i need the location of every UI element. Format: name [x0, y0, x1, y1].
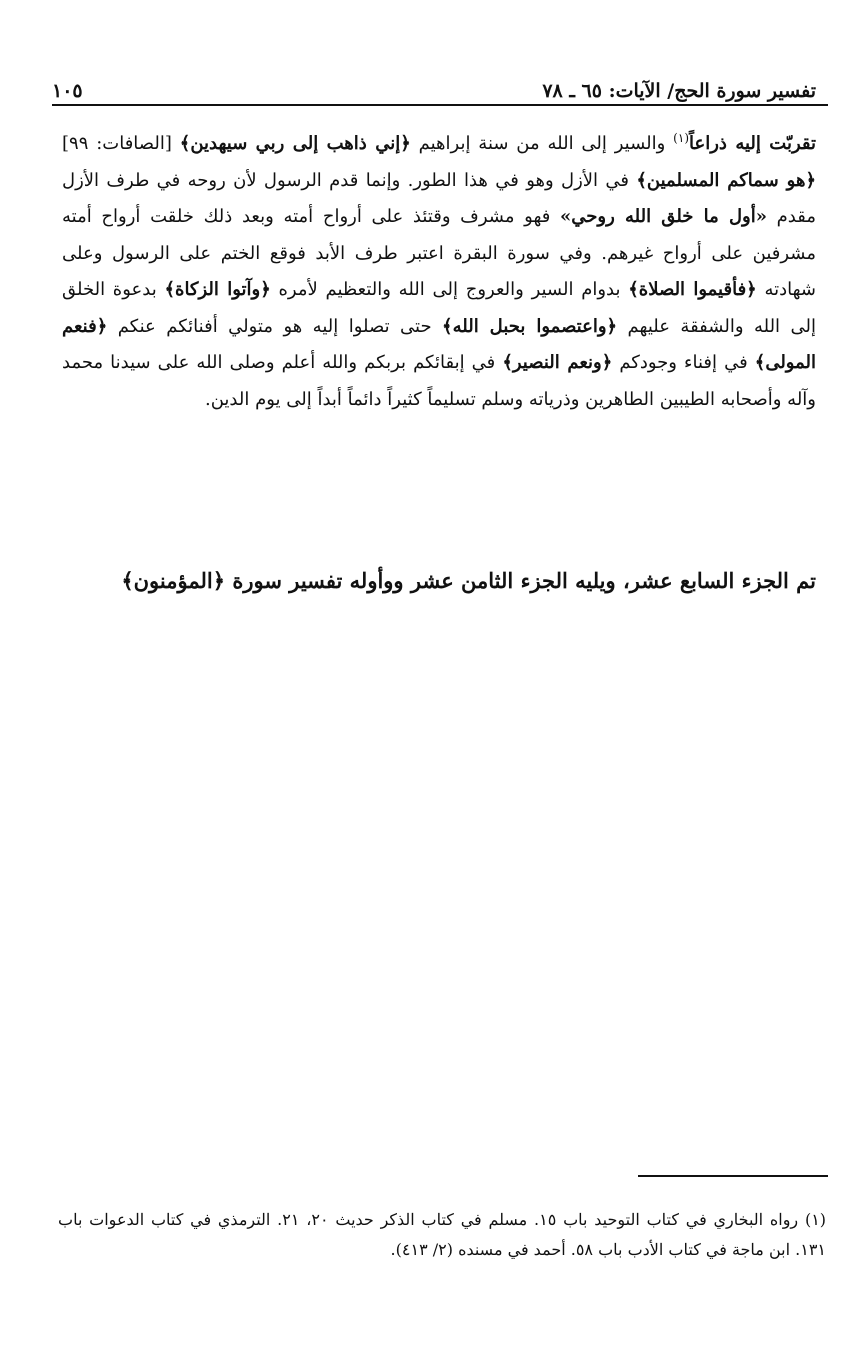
footnote-marker: (١)	[673, 131, 689, 145]
text-run: فهو مشرف وقتئذ على أرواح أمته وبعد ذلك خلقت أرواح أمته مشرفين على أرواح غيرهم. وفي سورة البقرة اعتبر طرف الأبد فوقع الختم على الرسول وعلى شهادته	[62, 206, 816, 300]
main-paragraph	[62, 120, 816, 418]
text-run: والسير إلى الله من سنة إبراهيم	[410, 133, 674, 154]
quran-quote: ﴿فنعم المولى﴾	[62, 315, 816, 373]
quran-quote: ﴿فأقيموا الصلاة﴾	[628, 279, 757, 300]
text-run: بدوام السير والعروج إلى الله والتعظيم لأمره	[270, 279, 629, 300]
text-run: في الأزل وهو في هذا الطور. وإنما قدم الرسول لأن روحه في طرف الأزل مقدم	[62, 169, 816, 227]
hadith-quote: «أول ما خلق الله روحي»	[560, 206, 767, 227]
quran-quote: ﴿إني ذاهب إلى ربي سيهدين﴾	[179, 133, 411, 154]
text-run: في إبقائكم بربكم والله أعلم وصلى الله على سيدنا محمد وآله وأصحابه الطيبين الطاهرين وذرياته وسلم تسليماً كثيراً دائماً أبداً إلى يوم الدين.	[62, 352, 816, 410]
running-title: تفسير سورة الحج/ الآيات: ٦٥ ـ ٧٨	[542, 80, 816, 102]
quran-quote: ﴿ونعم النصير﴾	[502, 352, 613, 373]
running-header	[52, 62, 816, 102]
closing-note: تم الجزء السابع عشر، ويليه الجزء الثامن عشر ووأوله تفسير سورة ﴿المؤمنون﴾	[121, 568, 816, 593]
main-text	[62, 120, 816, 418]
quran-quote: ﴿هو سماكم المسلمين﴾	[636, 169, 816, 191]
bold-phrase: تقربّت إليه ذراعاً	[689, 133, 816, 154]
text-run: [الصافات: ٩٩]	[62, 133, 180, 154]
text-run: حتى تصلوا إليه هو متولي أفنائكم عنكم	[107, 315, 443, 337]
quran-quote: ﴿واعتصموا بحبل الله﴾	[442, 315, 618, 337]
text-run: في إفناء وجودكم	[612, 352, 755, 373]
text-run: بدعوة الخلق إلى الله والشفقة عليهم	[62, 279, 816, 337]
footnote-rule	[638, 1175, 828, 1177]
header-rule	[52, 104, 828, 106]
quran-quote: ﴿وآتوا الزكاة﴾	[164, 279, 271, 300]
footnote: (١) رواه البخاري في كتاب التوحيد باب ١٥. مسلم في كتاب الذكر حديث ٢٠، ٢١. الترمذي في كتاب الدعوات باب ١٣١. ابن ماجة في كتاب الأدب باب ٥٨. أحمد في مسنده (٢/ ٤١٣).	[58, 1210, 827, 1259]
page-number: ١٠٥	[52, 80, 83, 102]
